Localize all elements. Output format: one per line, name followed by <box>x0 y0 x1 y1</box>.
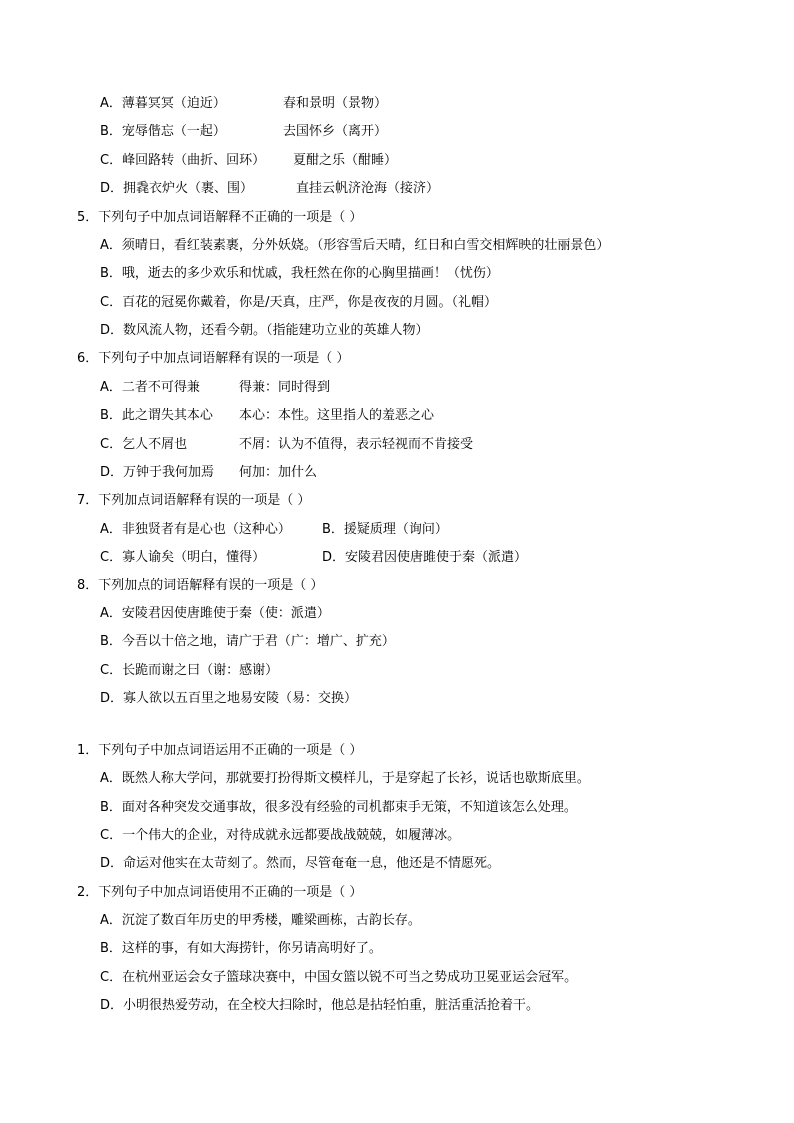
q6-option-b-gloss: 本心：本性。这里指人的羞恶之心 <box>239 408 435 423</box>
q6-option-d-gloss: 何加：加什么 <box>239 465 318 480</box>
q4-option-b-left: B．宠辱偕忘（一起） <box>100 124 226 139</box>
q4-option-a-right: 春和景明（景物） <box>283 96 388 111</box>
q5-option-b: B．哦，逝去的多少欢乐和忧戚，我枉然在你的心胸里描画！（忧伤） <box>100 266 499 281</box>
q4-option-c-left: C．峰回路转（曲折、回环） <box>100 153 266 168</box>
q6-option-a-gloss: 得兼：同时得到 <box>239 380 331 395</box>
q6-option-c-sentence: C．乞人不屑也 <box>100 437 188 452</box>
p2-q1-option-c: C．一个伟大的企业，对待成就永远都要战战兢兢，如履薄冰。 <box>100 828 461 843</box>
q6-option-c-gloss: 不屑：认为不值得，表示轻视而不肯接受 <box>239 437 474 452</box>
q6-option-a-sentence: A．二者不可得兼 <box>100 380 200 395</box>
q4-option-d-right: 直挂云帆济沧海（接济） <box>296 181 440 196</box>
q6-stem: 6．下列句子中加点词语解释有误的一项是（ ） <box>77 351 350 366</box>
q7-option-d: D．安陵君因使唐雎使于秦（派遣） <box>322 550 528 565</box>
p2-q1-stem: 1．下列句子中加点词语运用不正确的一项是（ ） <box>77 743 363 758</box>
q4-option-c-right: 夏酣之乐（酣睡） <box>293 153 398 168</box>
q5-option-d: D．数风流人物，还看今朝。（指能建功立业的英雄人物） <box>100 323 429 338</box>
q8-stem: 8．下列加点的词语解释有误的一项是（ ） <box>77 578 324 593</box>
q7-option-c: C．寡人谕矣（明白，懂得） <box>100 550 266 565</box>
p2-q2-stem: 2．下列句子中加点词语使用不正确的一项是（ ） <box>77 885 363 900</box>
q7-option-b: B．援疑质理（询问） <box>322 522 448 537</box>
q8-option-b: B．今吾以十倍之地，请广于君（广：增广、扩充） <box>100 634 395 649</box>
p2-q2-option-c: C．在杭州亚运会女子篮球决赛中，中国女篮以锐不可当之势成功卫冕亚运会冠军。 <box>100 970 578 985</box>
q8-option-a: A．安陵君因使唐雎使于秦（使：派遣） <box>100 606 330 621</box>
q5-stem: 5．下列句子中加点词语解释不正确的一项是（ ） <box>77 210 363 225</box>
q5-option-a: A．须晴日，看红装素裹，分外妖娆。（形容雪后天晴，红日和白雪交相辉映的壮丽景色） <box>100 238 610 253</box>
p2-q1-option-b: B．面对各种突发交通事故，很多没有经验的司机都束手无策，不知道该怎么处理。 <box>100 800 577 815</box>
p2-q2-option-a: A．沉淀了数百年历史的甲秀楼，雕梁画栋，古韵长存。 <box>100 913 421 928</box>
q8-option-d: D．寡人欲以五百里之地易安陵（易：交换） <box>100 691 358 706</box>
q6-option-d-sentence: D．万钟于我何加焉 <box>100 465 215 480</box>
q4-option-d-left: D．拥毳衣炉火（裹、围） <box>100 181 254 196</box>
p2-q1-option-d: D．命运对他实在太苛刻了。然而，尽管奄奄一息，他还是不情愿死。 <box>100 856 501 871</box>
q8-option-c: C．长跪而谢之曰（谢：感谢） <box>100 663 279 678</box>
q5-option-c: C．百花的冠冕你戴着，你是/天真，庄严，你是夜夜的月圆。（礼帽） <box>100 295 497 310</box>
p2-q2-option-b: B．这样的事，有如大海捞针，你另请高明好了。 <box>100 941 382 956</box>
q4-option-b-right: 去国怀乡（离开） <box>283 124 388 139</box>
q7-stem: 7．下列加点词语解释有误的一项是（ ） <box>77 493 311 508</box>
p2-q2-option-d: D．小明很热爱劳动，在全校大扫除时，他总是拈轻怕重，脏活重活抢着干。 <box>100 998 540 1013</box>
q4-option-a-left: A．薄暮冥冥（迫近） <box>100 96 226 111</box>
q7-option-a: A．非独贤者有是心也（这种心） <box>100 522 291 537</box>
p2-q1-option-a: A．既然人称大学问，那就要打扮得斯文模样儿，于是穿起了长衫，说话也歇斯底里。 <box>100 771 590 786</box>
q6-option-b-sentence: B．此之谓失其本心 <box>100 408 213 423</box>
